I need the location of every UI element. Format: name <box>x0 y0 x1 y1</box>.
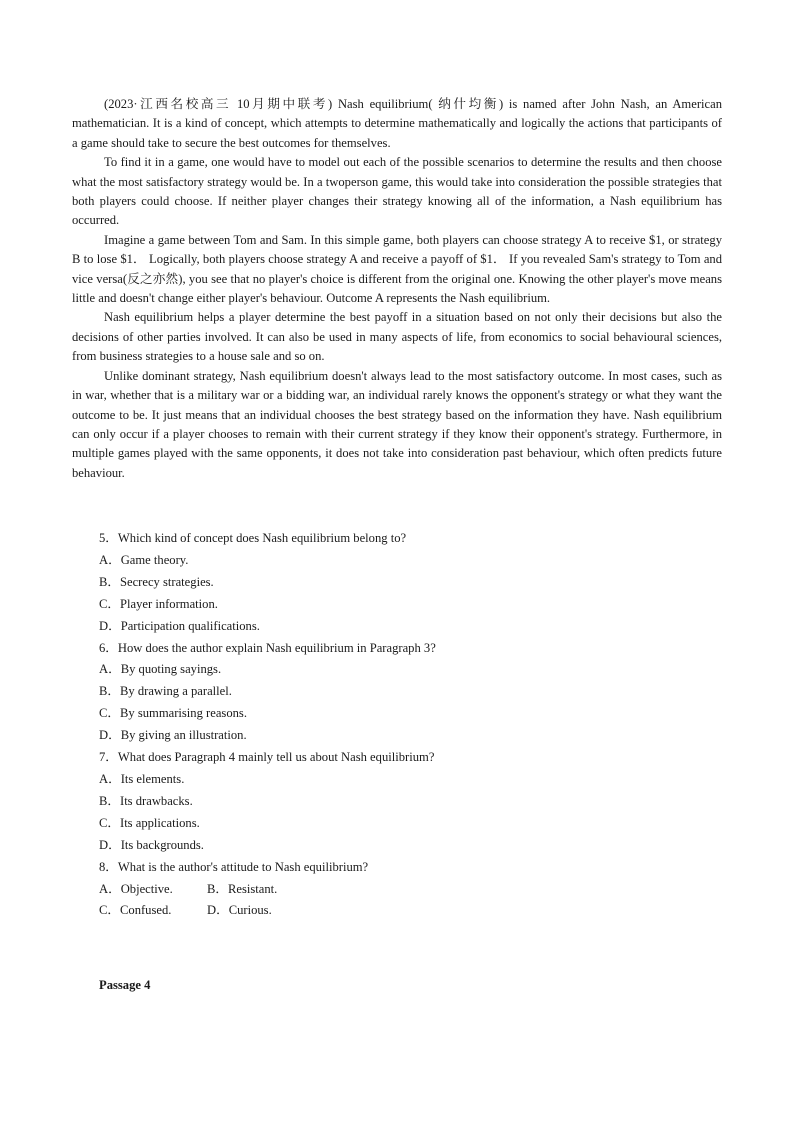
option-row-cd <box>99 900 699 922</box>
question-stem: 8．What is the author's attitude to Nash equilibrium? <box>99 859 369 874</box>
option-c: C．Player information. <box>99 596 218 611</box>
option-b: B．Secrecy strategies. <box>99 574 214 589</box>
reading-passage <box>72 95 722 483</box>
option-d: D．Its backgrounds. <box>99 837 204 852</box>
question-stem: 5．Which kind of concept does Nash equilibrium belong to? <box>99 531 407 545</box>
question-stem: 6．How does the author explain Nash equilibrium in Paragraph 3? <box>99 640 436 655</box>
question-8 <box>99 857 699 923</box>
option-b: B．Resistant. <box>207 881 278 896</box>
option-a: A．Its elements. <box>99 771 185 786</box>
paragraph-3: Imagine a game between Tom and Sam. In this simple game, both players can choose strategy A to receive $1, or strategy B to lose $1． Logically, both players choose strategy A and receive a payoff of $1． If you revealed Sam's strategy to Tom and vice versa(反之亦然), you see that no player's choice is different from the original one. Knowing the other player's move means little and doesn't change either player's behaviour. Outcome A represents the Nash equilibrium. <box>72 232 722 306</box>
option-d: D．Participation qualifications. <box>99 618 260 633</box>
question-7 <box>99 747 699 857</box>
question-5 <box>99 528 699 638</box>
option-a: A．By quoting sayings. <box>99 662 222 677</box>
option-a: A．Objective. <box>99 881 173 896</box>
option-b: B．Its drawbacks. <box>99 793 193 808</box>
option-a: A．Game theory. <box>99 552 189 567</box>
paragraph-1: (2023·江西名校高三 10月期中联考) Nash equilibrium( 纳什均衡) is named after John Nash, an American mathematician. It is a kind of concept, which attempts to determine mathematically and logically the actions that participants of a game should take to secure the best outcomes for themselves. <box>72 97 722 150</box>
option-d: D．Curious. <box>207 903 272 918</box>
option-c: C．Its applications. <box>99 815 200 830</box>
question-stem: 7．What does Paragraph 4 mainly tell us about Nash equilibrium? <box>99 750 435 765</box>
question-6 <box>99 638 699 748</box>
question-list <box>99 528 699 922</box>
option-c: C．By summarising reasons. <box>99 706 247 721</box>
option-row-ab <box>99 879 699 901</box>
paragraph-2: To find it in a game, one would have to model out each of the possible scenarios to determine the results and then choose what the most satisfactory strategy would be. In a twoperson game, this would take into consideration the possible strategies that both players could choose. If neither player changes their strategy knowing all of the information, a Nash equilibrium has occurred. <box>72 155 722 228</box>
paragraph-5: Unlike dominant strategy, Nash equilibrium doesn't always lead to the most satisfactory outcome. In most cases, such as in war, whether that is a military war or a bidding war, an individual rarely knows the opponent's strategy or what they want the outcome to be. It just means that an individual chooses the best strategy based on the information they have. Nash equilibrium can only occur if a player chooses to remain with their current strategy if they know their opponent's strategy. Furthermore, in multiple games played with the same opponents, it does not take into consideration past behaviour, which often predicts future behaviour. <box>72 368 722 480</box>
option-c: C．Confused. <box>99 903 172 918</box>
option-b: B．By drawing a parallel. <box>99 684 232 699</box>
option-d: D．By giving an illustration. <box>99 728 247 743</box>
next-passage-heading: Passage 4 <box>99 978 151 992</box>
paragraph-4: Nash equilibrium helps a player determine the best payoff in a situation based on not only their decisions but also the decisions of other parties involved. It can also be used in many aspects of life, from economics to social behavioural sciences, from business strategies to a house sale and so on. <box>72 310 722 364</box>
